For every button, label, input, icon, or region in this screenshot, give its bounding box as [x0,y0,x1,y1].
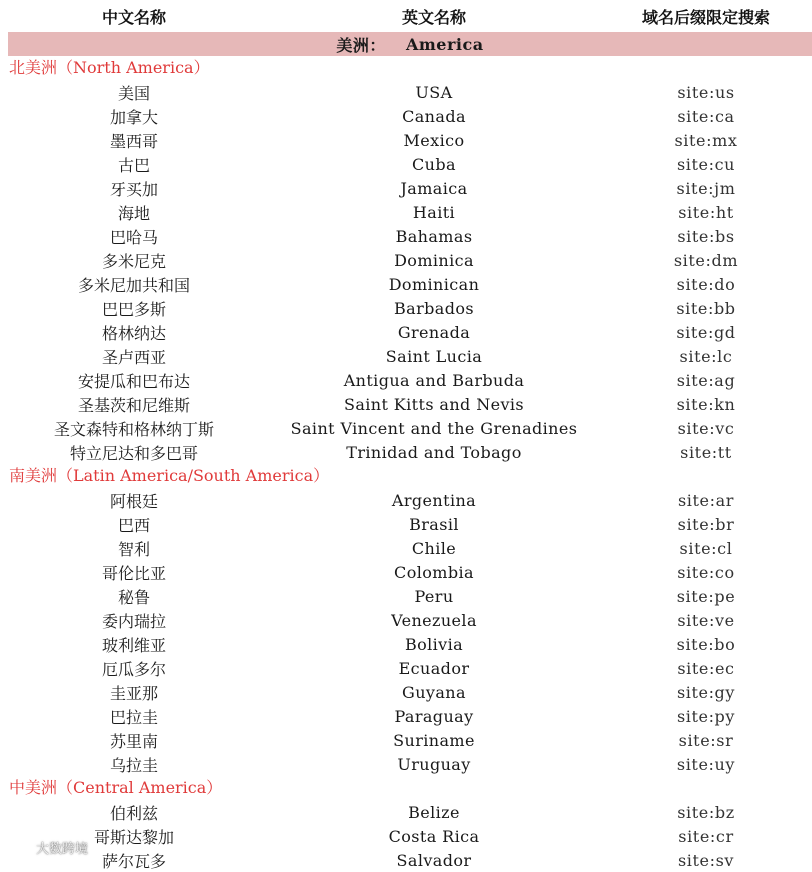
table-row [0,104,812,128]
cell-chinese-name: 巴巴多斯 [101,299,166,319]
cell-english-name: Bahamas [395,226,473,246]
cell-site-query: site:kn [676,394,736,414]
cell-english-name: USA [415,82,453,102]
cell-english-name: Paraguay [394,706,474,726]
cell-chinese-name: 委内瑞拉 [101,611,166,631]
cell-site-query: site:ar [677,490,734,510]
cell-chinese-name: 圣文森特和格林纳丁斯 [53,419,214,439]
cell-english-name: Costa Rica [388,826,480,846]
continent-cn: 美洲： [336,35,386,55]
cell-chinese-name: 牙买加 [109,179,158,199]
table-row [0,128,812,152]
table-row [0,392,812,416]
cell-english-name: Saint Kitts and Nevis [343,394,525,414]
table-row [0,656,812,680]
table-row [0,584,812,608]
table-row [0,296,812,320]
cell-site-query: site:uy [676,754,736,774]
table-row [0,80,812,104]
cell-english-name: Saint Lucia [385,346,483,366]
table-row [0,512,812,536]
table-row [0,752,812,776]
cell-english-name: Salvador [396,850,472,870]
cell-chinese-name: 加拿大 [109,107,158,127]
cell-english-name: Trinidad and Tobago [346,442,522,462]
cell-english-name: Uruguay [397,754,471,774]
cell-site-query: site:ht [678,202,734,222]
cell-site-query: site:br [677,514,735,534]
cell-english-name: Antigua and Barbuda [343,370,525,390]
cell-chinese-name: 巴拉圭 [109,707,158,727]
cell-chinese-name: 多米尼加共和国 [77,275,190,295]
cell-chinese-name: 伯利兹 [109,803,158,823]
cell-chinese-name: 萨尔瓦多 [101,851,166,871]
section-title: 北美洲（North America） [9,58,210,77]
cell-english-name: Venezuela [391,610,477,630]
table-row [0,152,812,176]
table-header [0,0,812,32]
cell-chinese-name: 安提瓜和巴布达 [77,371,190,391]
table-row [0,176,812,200]
sections-container [0,56,812,872]
table-row [0,560,812,584]
cell-chinese-name: 哥伦比亚 [101,563,166,583]
cell-english-name: Mexico [403,130,465,150]
cell-english-name: Haiti [412,202,456,222]
cell-chinese-name: 多米尼克 [101,251,166,271]
cell-site-query: site:lc [679,346,733,366]
cell-english-name: Canada [402,106,466,126]
table-row [0,536,812,560]
cell-english-name: Colombia [394,562,474,582]
cell-site-query: site:cu [676,154,736,174]
cell-english-name: Dominica [394,250,474,270]
cell-chinese-name: 智利 [117,539,150,559]
cell-site-query: site:gy [676,682,736,702]
table-row [0,368,812,392]
cell-site-query: site:sr [678,730,734,750]
section-title: 南美洲（Latin America/South America） [9,466,330,485]
cell-site-query: site:gd [676,322,736,342]
cell-site-query: site:pe [676,586,736,606]
table-row [0,848,812,872]
table-row [0,632,812,656]
cell-english-name: Brasil [409,514,459,534]
header-chinese-name: 中文名称 [101,7,166,27]
table-row [0,248,812,272]
cell-chinese-name: 特立尼达和多巴哥 [69,443,198,463]
cell-english-name: Argentina [391,490,477,510]
cell-english-name: Barbados [393,298,474,318]
cell-chinese-name: 玻利维亚 [101,635,166,655]
table-row [0,416,812,440]
cell-site-query: site:dm [673,250,739,270]
section-title: 中美洲（Central America） [9,778,223,797]
cell-chinese-name: 厄瓜多尔 [101,659,166,679]
cell-chinese-name: 乌拉圭 [109,755,158,775]
cell-english-name: Chile [411,538,457,558]
table-row [0,344,812,368]
cell-chinese-name: 巴哈马 [109,227,158,247]
cell-chinese-name: 圭亚那 [109,683,158,703]
cell-english-name: Cuba [412,154,456,174]
cell-site-query: site:py [676,706,736,726]
table-row [0,800,812,824]
cell-english-name: Suriname [393,730,475,750]
cell-chinese-name: 格林纳达 [101,323,166,343]
cell-chinese-name: 墨西哥 [109,131,158,151]
cell-site-query: site:bz [677,802,735,822]
cell-site-query: site:ag [676,370,736,390]
cell-chinese-name: 圣基茨和尼维斯 [77,395,190,415]
cell-site-query: site:ec [677,658,735,678]
header-site-search: 域名后缀限定搜索 [641,7,770,27]
cell-site-query: site:vc [677,418,735,438]
header-english-name: 英文名称 [401,7,466,27]
table-row [0,608,812,632]
cell-site-query: site:cr [678,826,734,846]
cell-english-name: Ecuador [398,658,470,678]
table-row [0,824,812,848]
table-row [0,224,812,248]
table-row [0,320,812,344]
cell-site-query: site:bb [676,298,736,318]
table-row [0,488,812,512]
cell-english-name: Dominican [388,274,480,294]
cell-site-query: site:mx [674,130,738,150]
brand-logo-icon [6,840,32,856]
cell-english-name: Saint Vincent and the Grenadines [290,418,578,438]
cell-english-name: Grenada [397,322,471,342]
cell-chinese-name: 古巴 [117,155,150,175]
table-row [0,440,812,464]
table-row [0,200,812,224]
cell-english-name: Peru [414,586,454,606]
cell-chinese-name: 苏里南 [109,731,158,751]
continent-band [8,32,812,56]
cell-site-query: site:co [677,562,735,582]
cell-english-name: Bolivia [404,634,464,654]
cell-chinese-name: 美国 [117,83,150,103]
cell-site-query: site:cl [679,538,733,558]
cell-chinese-name: 阿根廷 [109,491,158,511]
table-row [0,728,812,752]
cell-english-name: Jamaica [400,178,468,198]
table-row [0,272,812,296]
cell-english-name: Belize [408,802,460,822]
cell-chinese-name: 圣卢西亚 [101,347,166,367]
cell-site-query: site:do [676,274,736,294]
cell-site-query: site:ca [677,106,735,126]
cell-chinese-name: 哥斯达黎加 [93,827,174,847]
cell-site-query: site:bo [676,634,736,654]
table-row [0,680,812,704]
cell-site-query: site:sv [677,850,735,870]
cell-site-query: site:ve [677,610,735,630]
watermark-text: 大数跨境 [36,842,89,857]
cell-site-query: site:tt [680,442,732,462]
continent-en: America [405,34,484,54]
cell-site-query: site:jm [676,178,736,198]
cell-site-query: site:us [677,82,735,102]
cell-site-query: site:bs [677,226,735,246]
cell-english-name: Guyana [402,682,466,702]
cell-chinese-name: 海地 [117,203,150,223]
watermark [6,838,88,857]
cell-chinese-name: 巴西 [117,515,150,535]
table-row [0,704,812,728]
cell-chinese-name: 秘鲁 [117,587,150,607]
